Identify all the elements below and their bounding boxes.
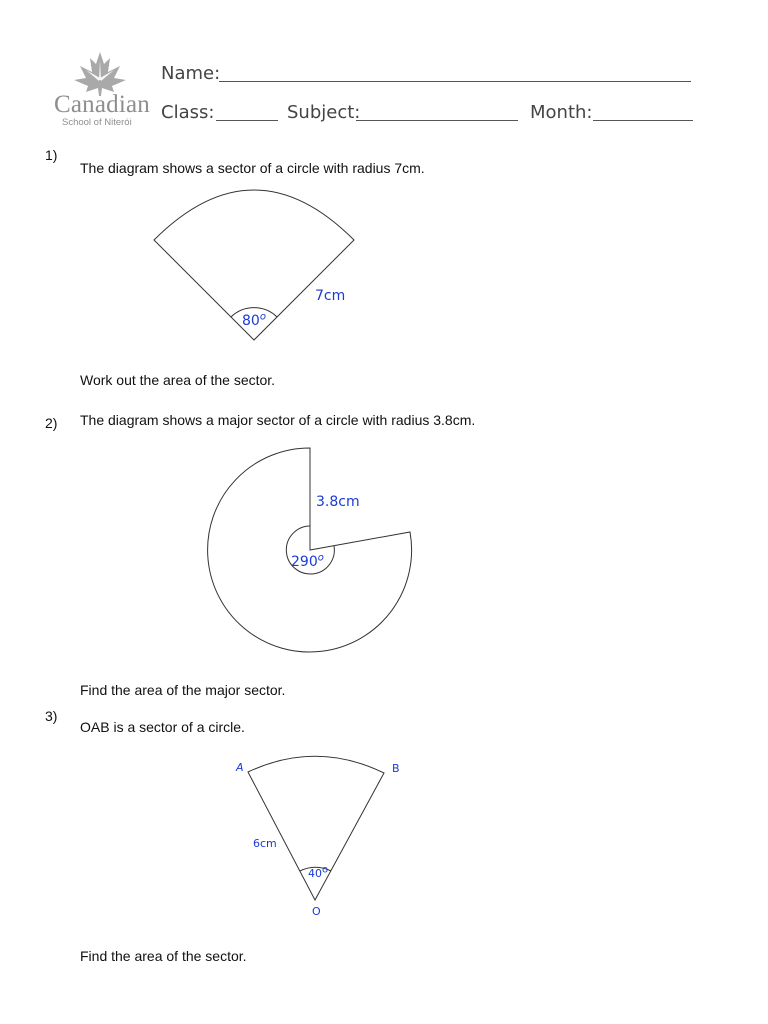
name-label: Name:: [161, 63, 221, 84]
q3-angle-label: [308, 864, 329, 880]
q1-angle-label: [242, 313, 266, 329]
q3-radius-label: 6cm: [253, 837, 277, 850]
q3-point-b-label: B: [392, 762, 400, 775]
question-3-instruction: Find the area of the sector.: [80, 948, 247, 964]
class-label: Class:: [161, 102, 215, 123]
month-label: Month:: [530, 102, 593, 123]
question-1-instruction: Work out the area of the sector.: [80, 372, 276, 388]
q2-angle-label: [291, 554, 324, 570]
q2-sector-shape: [208, 448, 412, 652]
question-2-text: The diagram shows a major sector of a circle with radius 3.8cm.: [80, 412, 476, 428]
q3-point-a-label: A: [236, 761, 244, 774]
question-3-number: 3): [45, 708, 58, 724]
class-field[interactable]: [216, 120, 278, 121]
subject-label: Subject:: [287, 102, 361, 123]
q2-degree-symbol: o: [317, 552, 324, 564]
q1-radius-label: 7cm: [315, 288, 346, 304]
q3-point-o-label: O: [312, 905, 321, 918]
logo-subtitle: School of Niterói: [62, 117, 132, 128]
question-2-number: 2): [45, 415, 58, 431]
q1-degree-symbol: o: [259, 311, 266, 323]
subject-field[interactable]: [356, 120, 518, 121]
name-field[interactable]: [219, 81, 691, 82]
q3-angle-value: 40: [308, 867, 322, 880]
q2-angle-value: 290: [291, 554, 318, 570]
q2-radius-label: 3.8cm: [316, 494, 360, 510]
month-field[interactable]: [593, 120, 693, 121]
header: [0, 0, 768, 140]
question-2-instruction: Find the area of the major sector.: [80, 682, 286, 698]
maple-leaf-icon: [70, 50, 130, 96]
question-3-text: OAB is a sector of a circle.: [80, 719, 245, 735]
question-1-number: 1): [45, 147, 58, 163]
q1-angle-value: 80: [242, 313, 260, 329]
logo-name: Canadian: [54, 91, 151, 118]
q3-degree-symbol: o: [322, 864, 329, 876]
question-1-text: The diagram shows a sector of a circle with radius 7cm.: [80, 160, 425, 176]
